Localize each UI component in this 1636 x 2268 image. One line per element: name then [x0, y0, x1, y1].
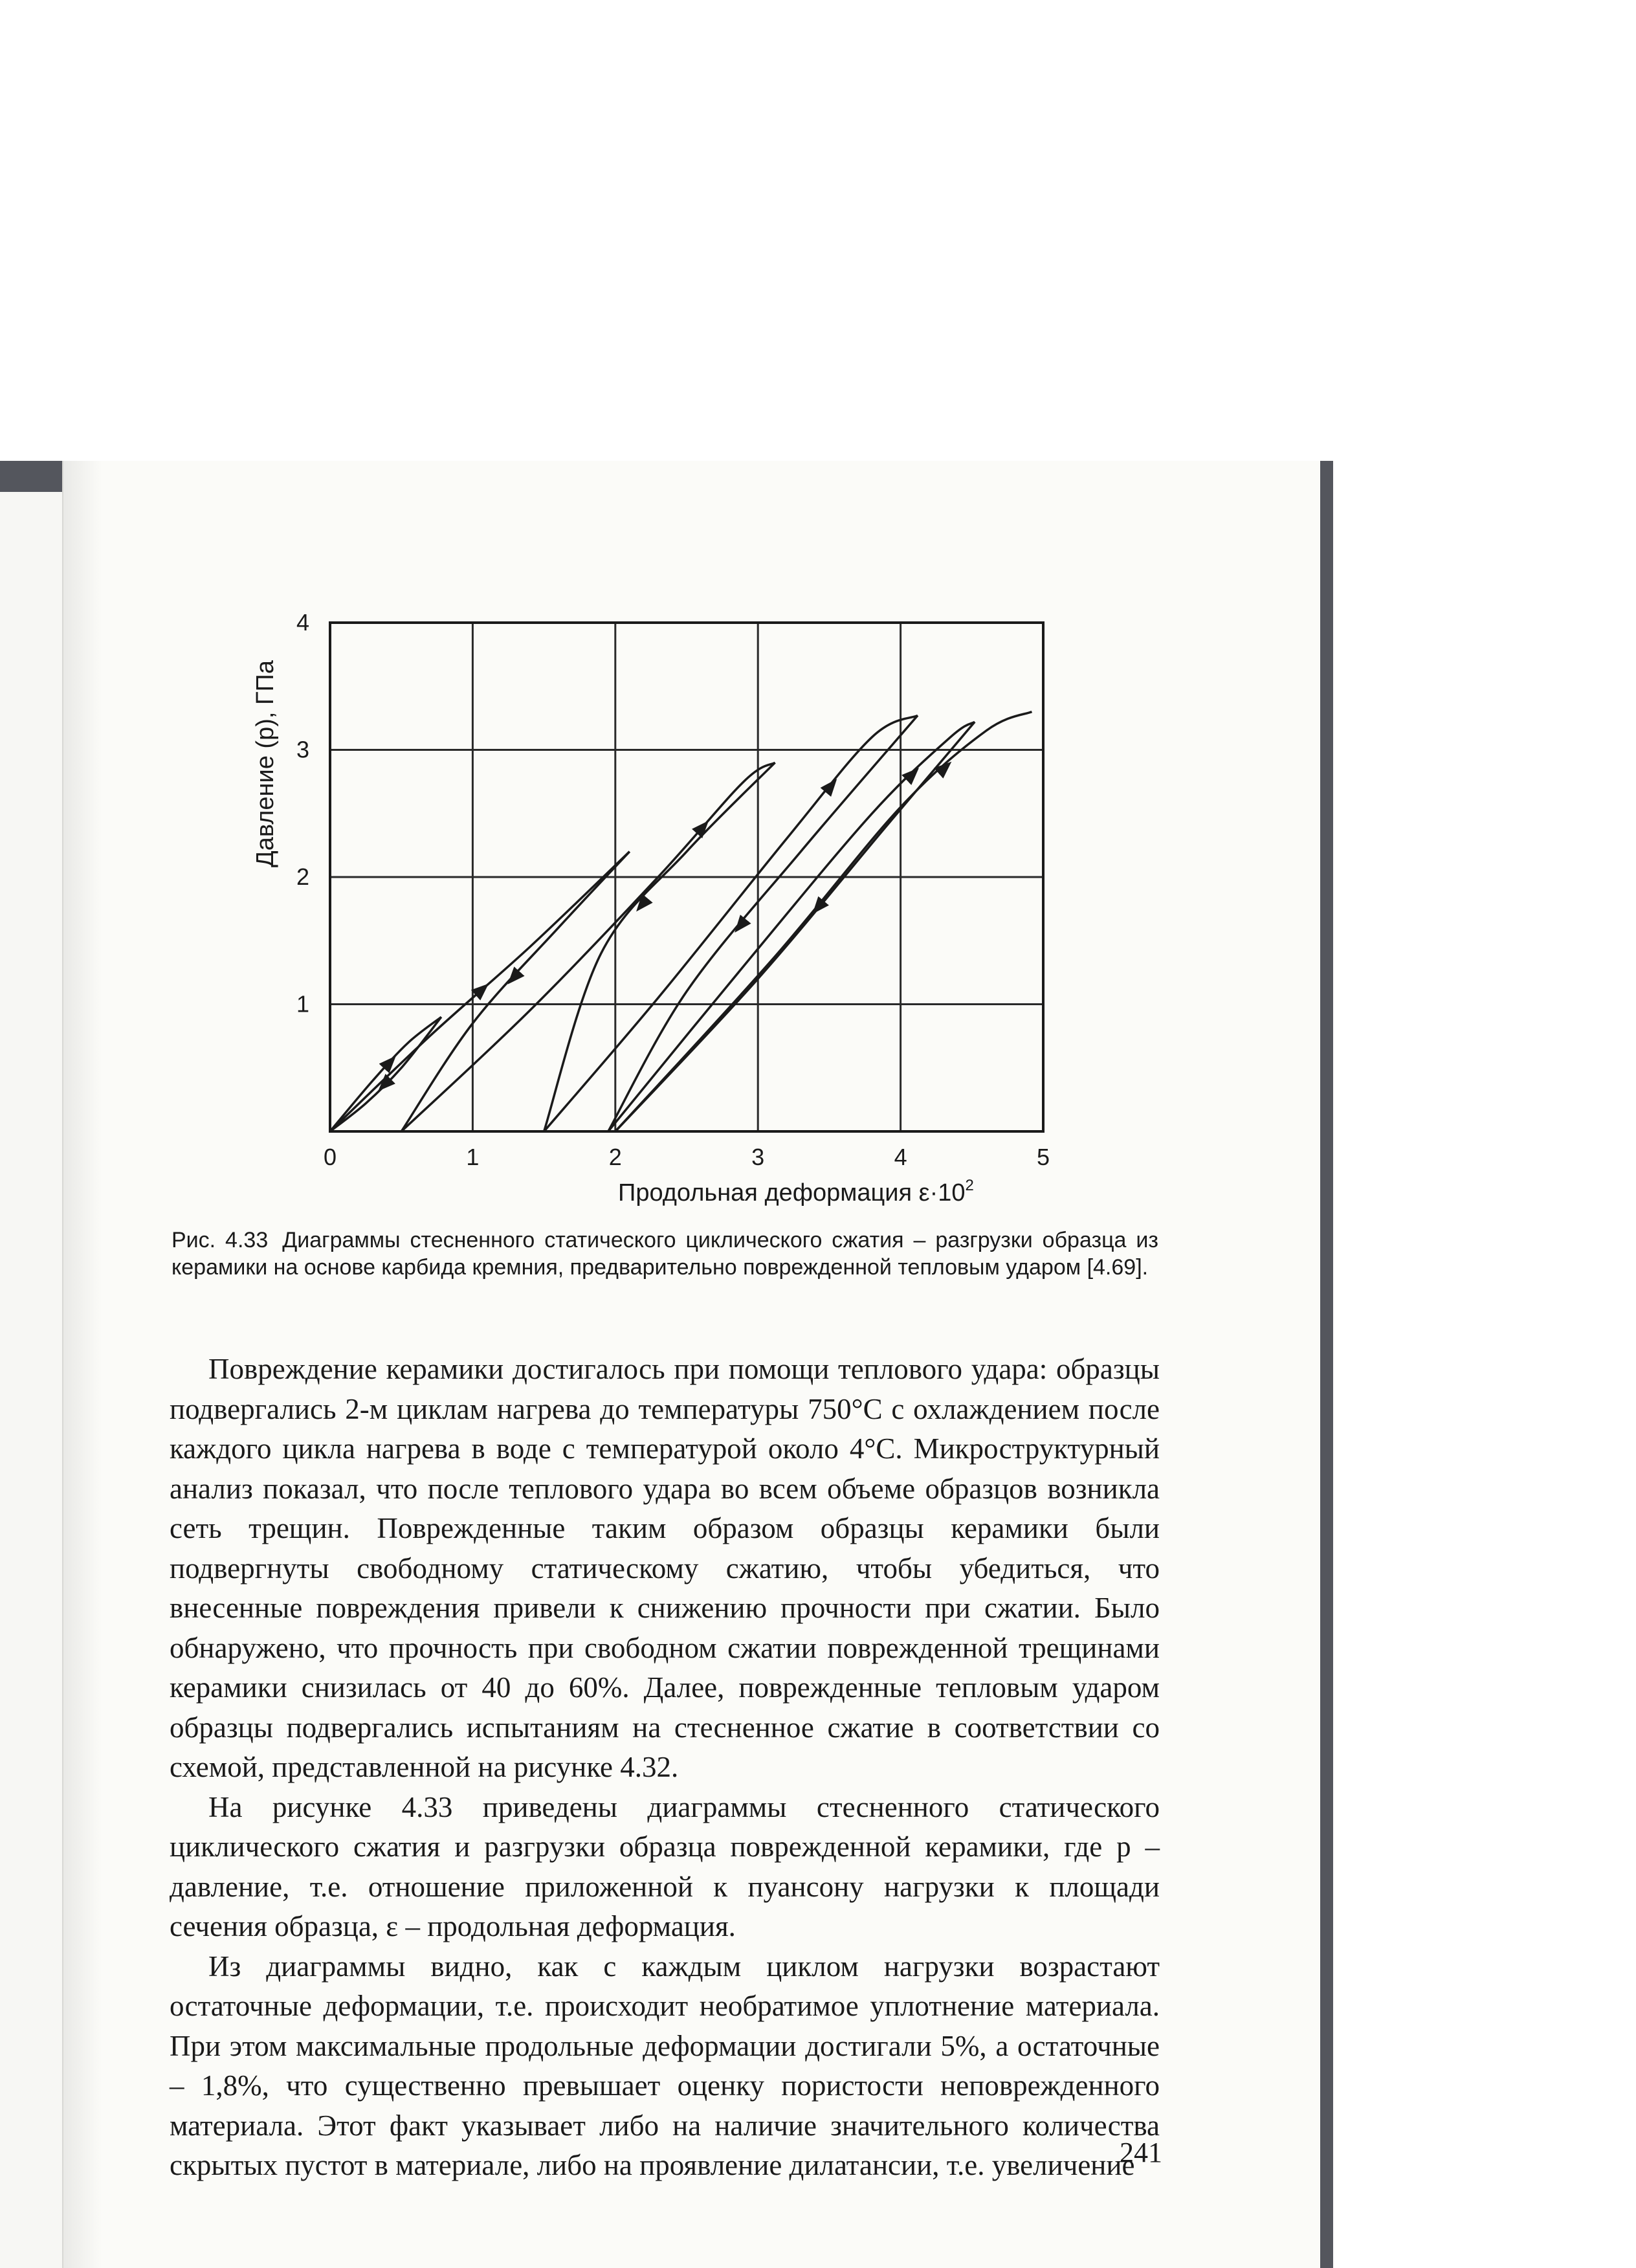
direction-arrow — [639, 900, 645, 907]
y-tick-label: 2 — [296, 863, 310, 890]
y-tick-label: 1 — [296, 990, 310, 1017]
y-tick-label: 3 — [296, 736, 310, 763]
page-number: 241 — [1120, 2137, 1162, 2168]
paragraph-2: На рисунке 4.33 приведены диаграммы стесненного статического циклического сжатия и разгрузки образца поврежденной керамики, где p – давление, т.е. отношение приложенной к пуансону нагрузки к площади сечения образца, ε – продольная деформация. — [170, 1790, 1160, 1942]
figure-caption — [171, 1227, 1158, 1281]
body-text — [170, 1350, 1160, 2186]
series-curve — [608, 715, 918, 1131]
x-axis-label: Продольная деформация $\varepsilon\cdot 10^2$ — [618, 1177, 974, 1206]
paragraph-3: Из диаграммы видно, как с каждым циклом нагрузки возрастают остаточные деформации, т.е. происходит необратимое уплотнение материала. При этом максимальные продольные деформации достигали 5%, а остаточные – 1,8%, что существенно превышает оценку пористости неповрежденного материала. Этот факт указывает либо на наличие значительного количества скрытых пустот в материале, либо на проявление дилатансии, т.е. увеличение — [170, 1950, 1160, 2181]
series-curve — [544, 715, 918, 1131]
series-curve — [615, 712, 1032, 1131]
series-curve — [544, 762, 775, 1131]
x-tick-label: 2 — [608, 1144, 622, 1170]
direction-arrow — [699, 825, 705, 832]
direction-arrow — [478, 987, 485, 993]
x-tick-label: 5 — [1036, 1144, 1050, 1170]
x-tick-label: 1 — [466, 1144, 480, 1170]
figure-number: Рис. 4.33 — [171, 1228, 269, 1252]
caption-text: Диаграммы стесненного статического циклического сжатия – разгрузки образца из керамики на основе карбида кремния, предварительно поврежденной тепловым ударом [4.69]. — [171, 1228, 1158, 1280]
y-axis-label: Давление (р), ГПа — [252, 660, 279, 867]
series-curve — [401, 852, 630, 1131]
x-tick-label: 0 — [323, 1144, 337, 1170]
series-curve — [608, 722, 975, 1131]
chart-ticks — [296, 609, 1050, 1170]
x-tick-label: 4 — [894, 1144, 907, 1170]
paragraph-1: Повреждение керамики достигалось при помощи теплового удара: образцы подвергались 2-м циклам нагрева до температуры 750°С с охлаждением после каждого цикла нагрева в воде с температурой около 4°С. Микроструктурный анализ показал, что после теплового удара во всем объеме образцов возникла сеть трещин. Поврежденные таким образом образцы керамики были подвергнуты свободному статическому сжатию, чтобы убедиться, что внесенные повреждения привели к снижению прочности при сжатии. Было обнаружено, что прочность при свободном сжатии поврежденной трещинами керамики снизилась от 40 до 60%. Далее, поврежденные тепловым ударом образцы подвергались испытаниям на стесненное сжатие в соответствии со схемой, представленной на рисунке 4.32. — [170, 1353, 1160, 1783]
series-curve — [615, 722, 975, 1131]
chart-curves — [330, 712, 1032, 1131]
y-tick-label: 4 — [296, 609, 310, 636]
x-tick-label: 3 — [751, 1144, 765, 1170]
